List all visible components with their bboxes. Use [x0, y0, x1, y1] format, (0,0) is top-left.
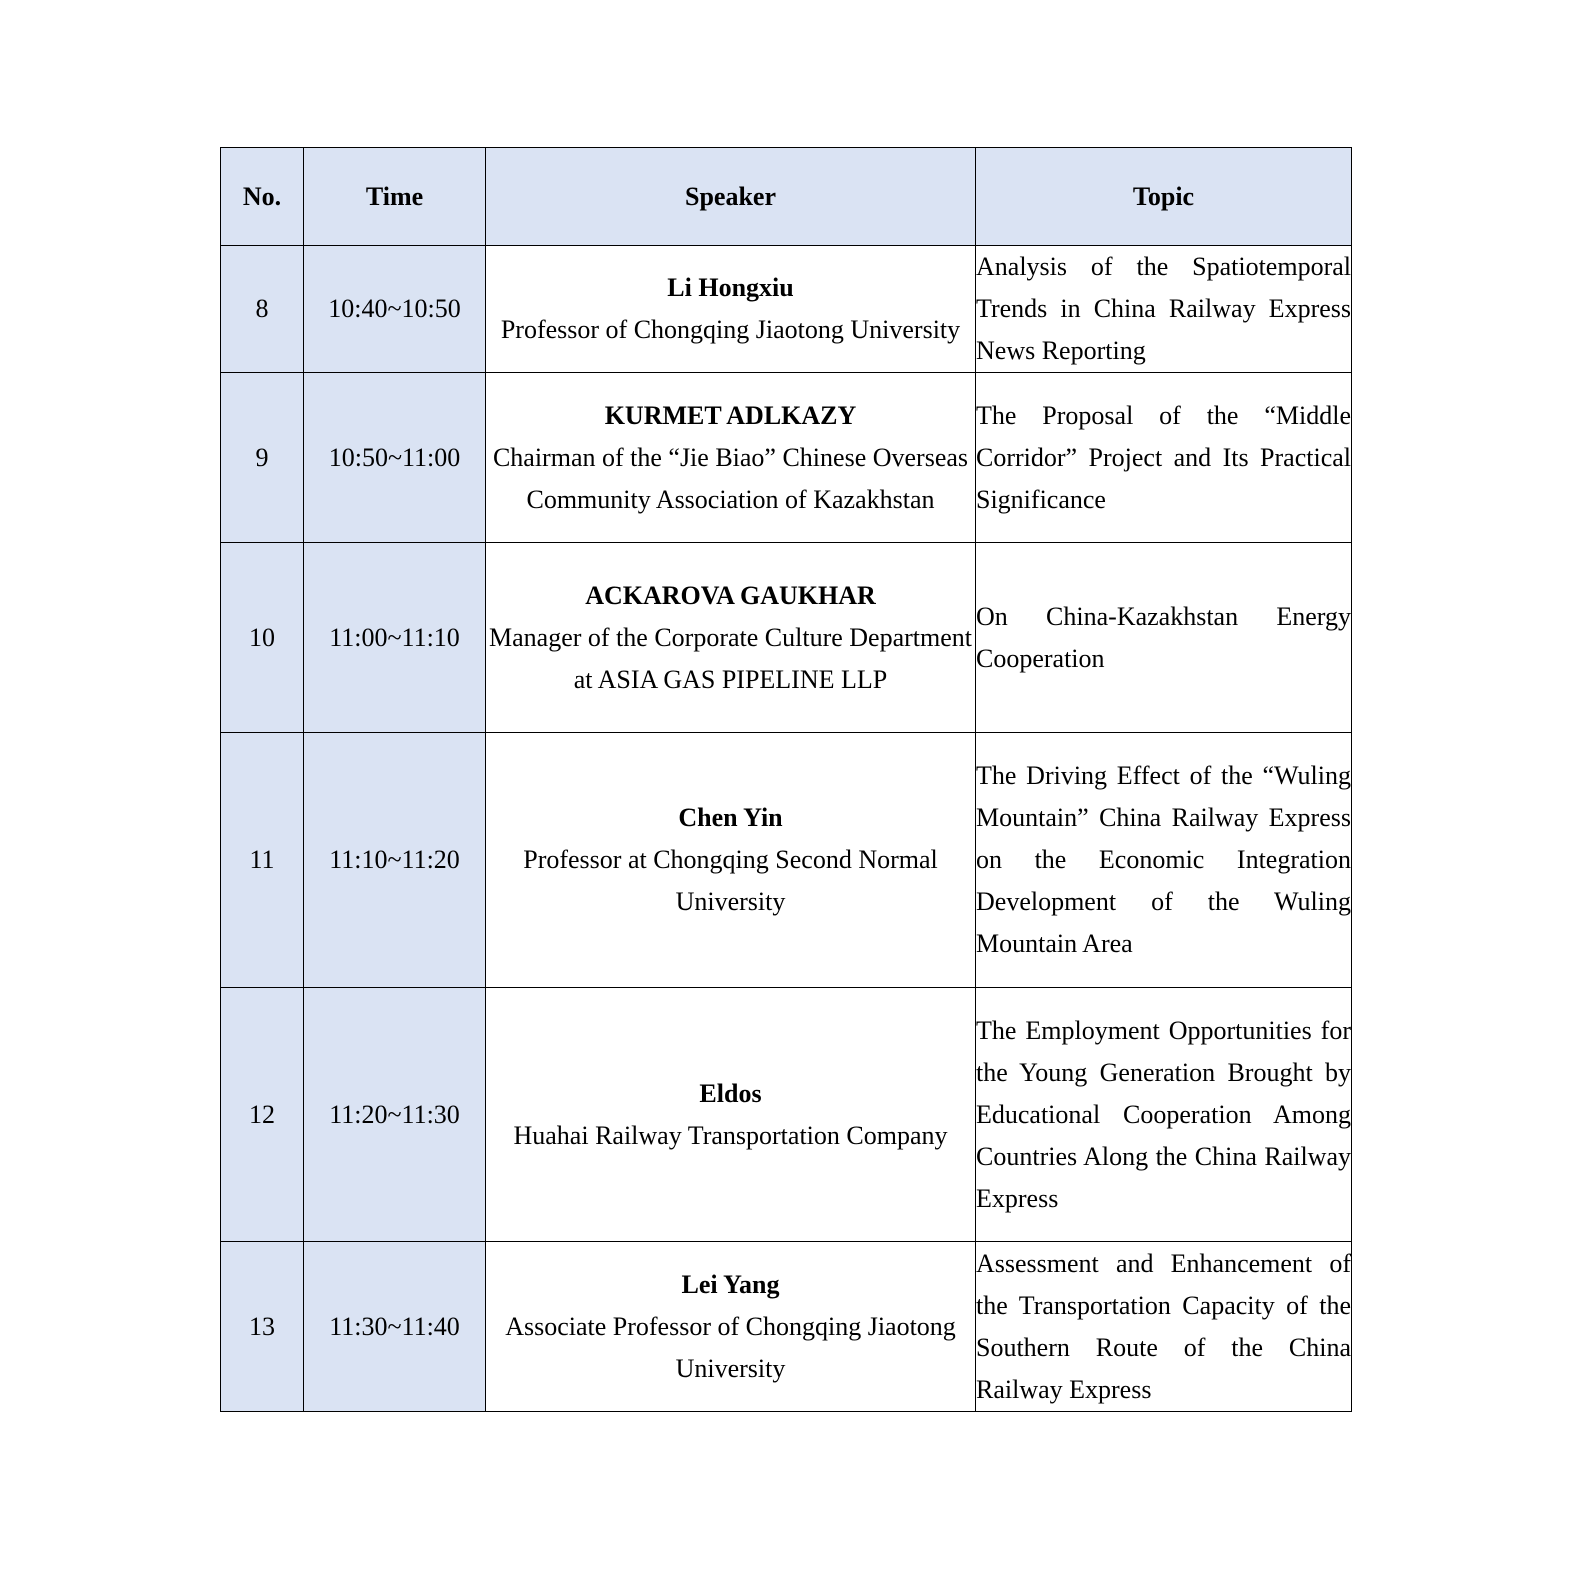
table-row	[221, 373, 1352, 543]
row-speaker	[486, 733, 976, 988]
row-time: 10:50~11:00	[304, 373, 486, 543]
speaker-name: Li Hongxiu	[667, 273, 794, 302]
row-topic: On China-Kazakhstan Energy Cooperation	[976, 543, 1352, 733]
row-number: 10	[221, 543, 304, 733]
table-header-row	[221, 148, 1352, 246]
row-time: 10:40~10:50	[304, 246, 486, 373]
speaker-name: KURMET ADLKAZY	[604, 400, 857, 430]
row-number: 12	[221, 988, 304, 1242]
speaker-title: Professor at Chongqing Second Normal University	[523, 845, 938, 916]
speaker-title: Associate Professor of Chongqing Jiaotong University	[505, 1311, 956, 1383]
table-row	[221, 543, 1352, 733]
row-speaker	[486, 543, 976, 733]
row-speaker	[486, 1242, 976, 1412]
row-topic: The Employment Opportunities for the Young Generation Brought by Educational Cooperation Among Countries Along the China Railway Express	[976, 988, 1352, 1242]
speaker-title: Professor of Chongqing Jiaotong University	[500, 315, 961, 344]
agenda-table	[220, 147, 1352, 1412]
table-row	[221, 733, 1352, 988]
row-topic: The Driving Effect of the “Wuling Mountain” China Railway Express on the Economic Integration Development of the Wuling Mountain Area	[976, 733, 1352, 988]
row-number: 9	[221, 373, 304, 543]
row-topic: The Proposal of the “Middle Corridor” Project and Its Practical Significance	[976, 373, 1352, 543]
row-number: 11	[221, 733, 304, 988]
row-time: 11:20~11:30	[304, 988, 486, 1242]
speaker-title: Huahai Railway Transportation Company	[513, 1120, 948, 1150]
speaker-name: Eldos	[699, 1078, 762, 1108]
row-number: 13	[221, 1242, 304, 1412]
row-speaker	[486, 988, 976, 1242]
speaker-title: Chairman of the “Jie Biao” Chinese Overseas Community Association of Kazakhstan	[492, 442, 969, 514]
header-no: No.	[221, 148, 304, 246]
row-speaker	[486, 373, 976, 543]
row-speaker	[486, 246, 976, 373]
table-row	[221, 988, 1352, 1242]
table-row	[221, 1242, 1352, 1412]
row-topic: Analysis of the Spatiotemporal Trends in China Railway Express News Reporting	[976, 246, 1352, 373]
speaker-title: Manager of the Corporate Culture Department at ASIA GAS PIPELINE LLP	[489, 622, 972, 694]
header-topic: Topic	[976, 148, 1352, 246]
speaker-name: ACKAROVA GAUKHAR	[585, 580, 876, 610]
row-time: 11:30~11:40	[304, 1242, 486, 1412]
header-speaker: Speaker	[486, 148, 976, 246]
row-topic: Assessment and Enhancement of the Transportation Capacity of the Southern Route of the China Railway Express	[976, 1242, 1352, 1412]
speaker-name: Lei Yang	[681, 1269, 780, 1299]
header-time: Time	[304, 148, 486, 246]
row-time: 11:00~11:10	[304, 543, 486, 733]
speaker-name: Chen Yin	[678, 803, 783, 832]
row-time: 11:10~11:20	[304, 733, 486, 988]
row-number: 8	[221, 246, 304, 373]
table-row	[221, 246, 1352, 373]
